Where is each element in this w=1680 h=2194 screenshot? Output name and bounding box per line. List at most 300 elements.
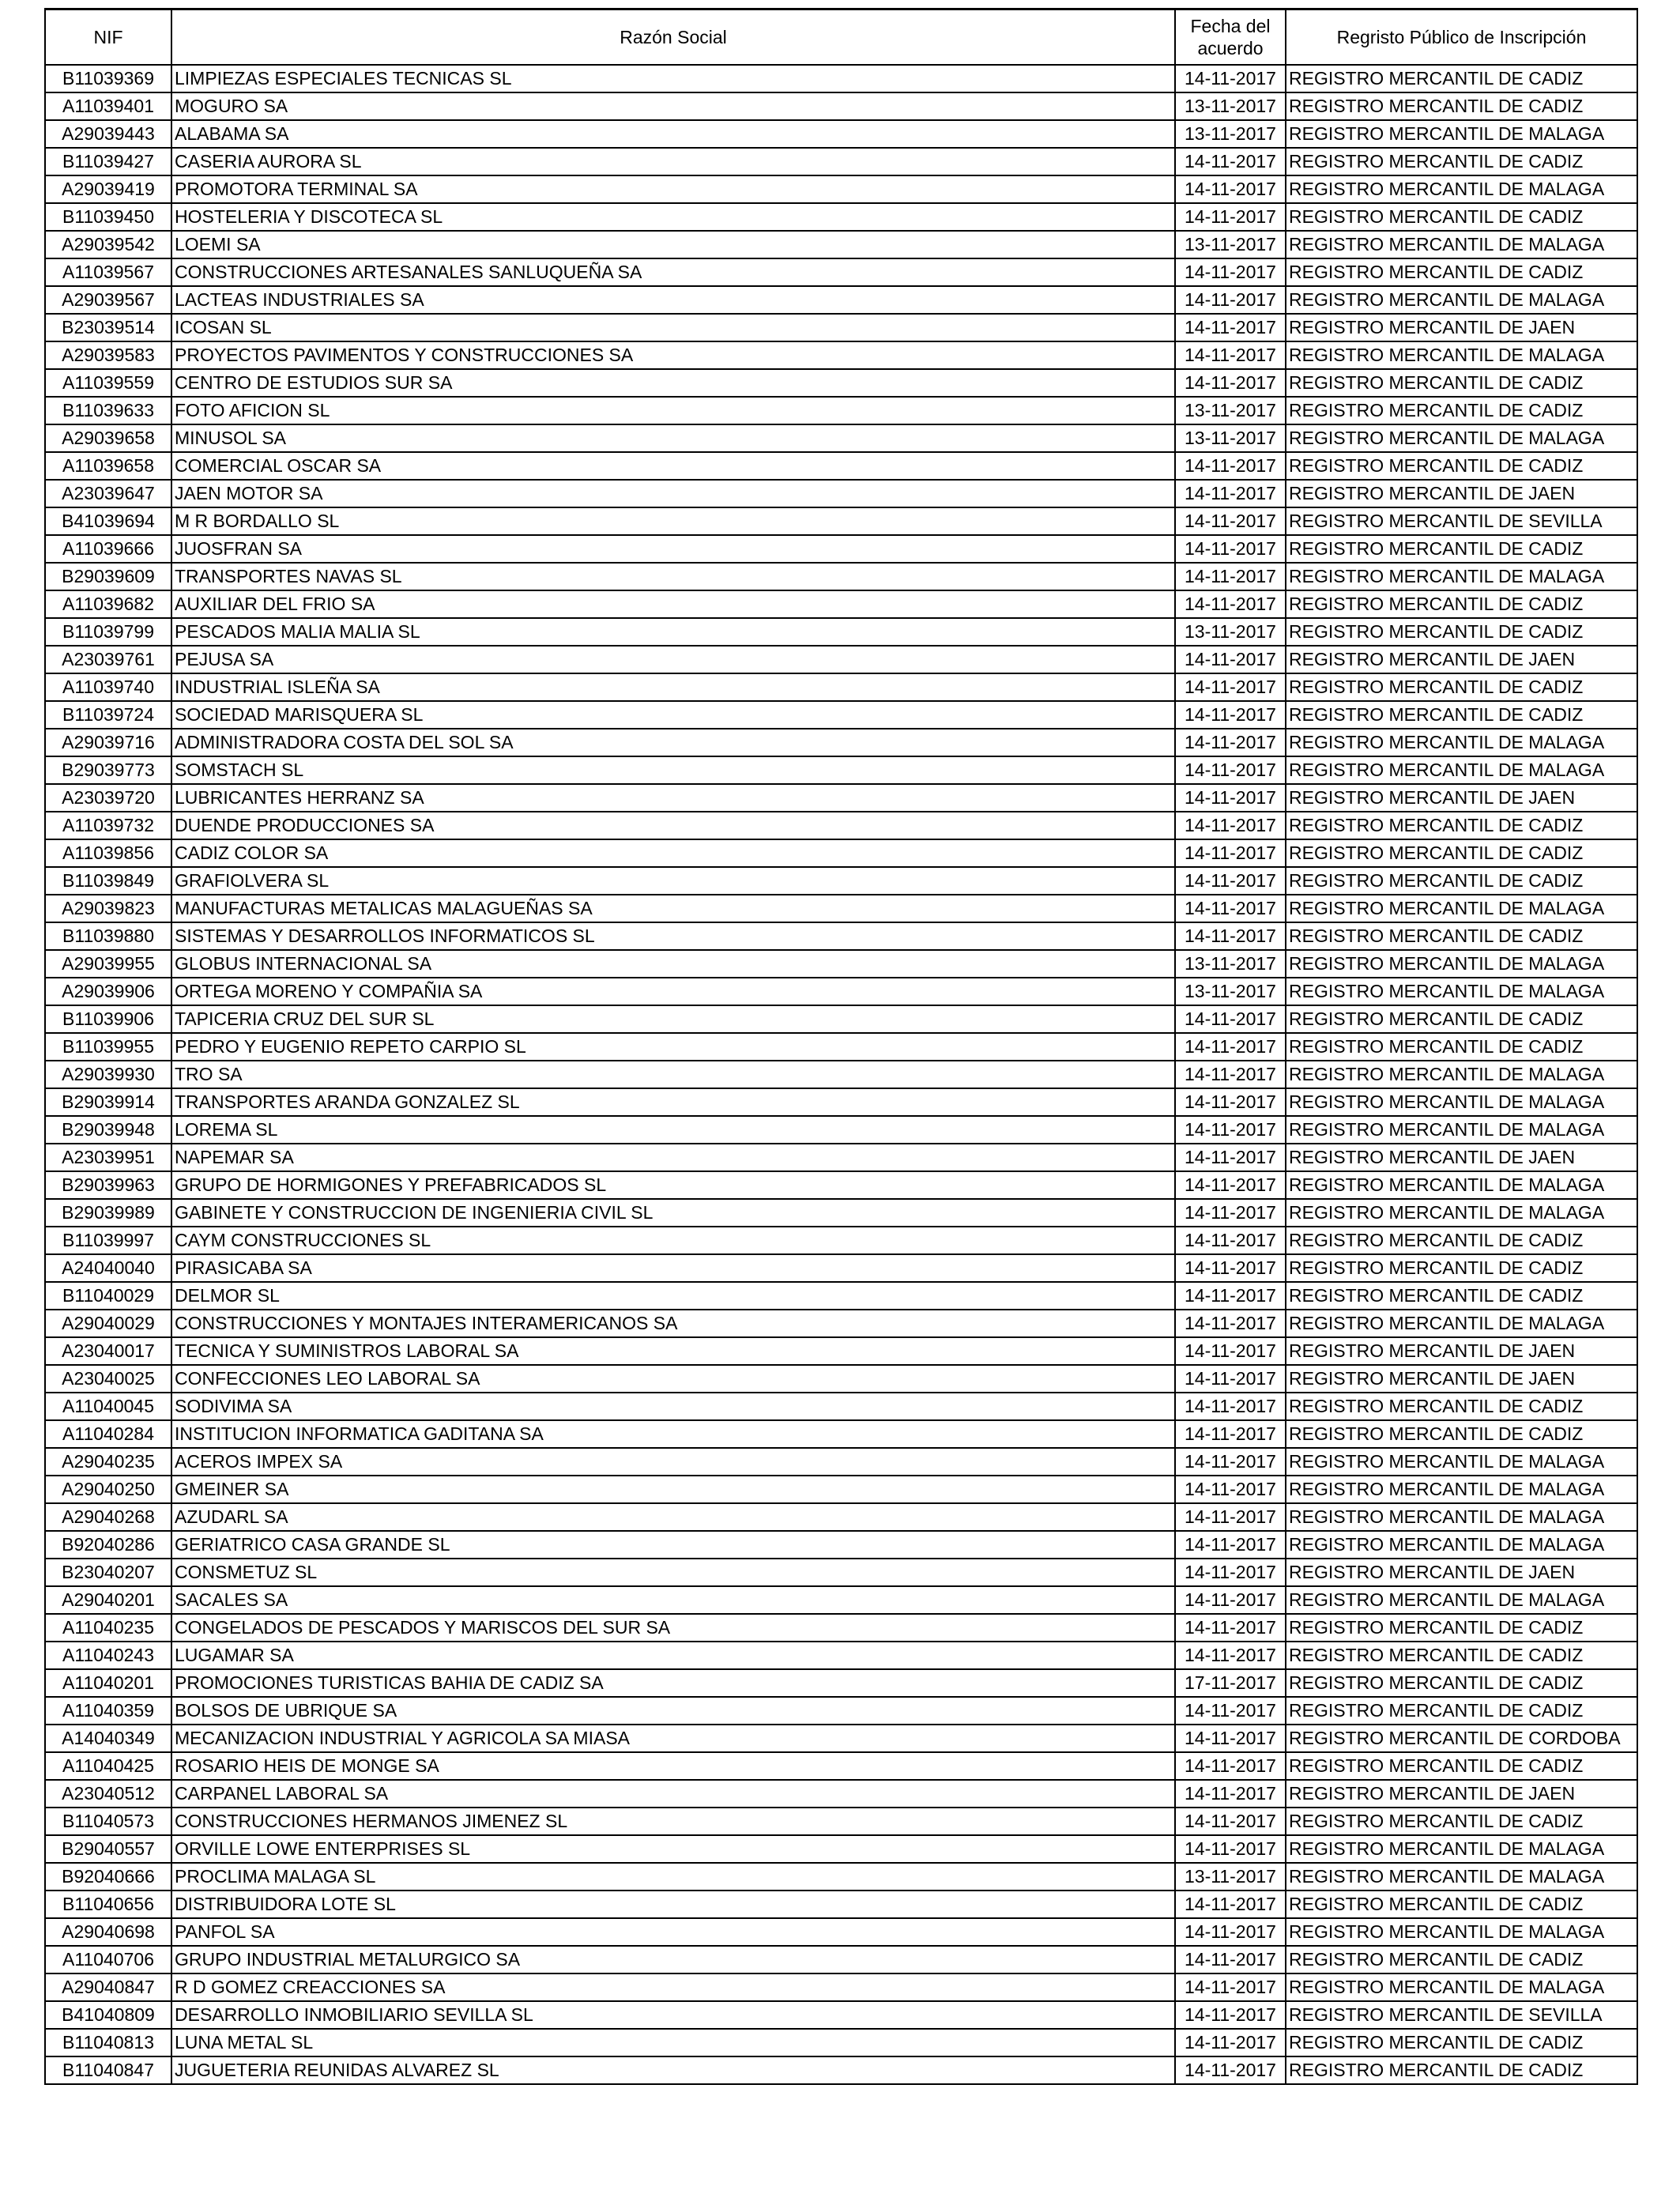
registro-cell: REGISTRO MERCANTIL DE CADIZ bbox=[1286, 673, 1637, 701]
fecha-cell: 13-11-2017 bbox=[1175, 978, 1286, 1005]
registro-cell: REGISTRO MERCANTIL DE CADIZ bbox=[1286, 1669, 1637, 1697]
fecha-cell: 14-11-2017 bbox=[1175, 452, 1286, 480]
razon-social-cell: GRUPO DE HORMIGONES Y PREFABRICADOS SL bbox=[171, 1171, 1175, 1199]
table-row bbox=[45, 2029, 1637, 2056]
razon-social-cell: DESARROLLO INMOBILIARIO SEVILLA SL bbox=[171, 2001, 1175, 2029]
table-row bbox=[45, 590, 1637, 618]
razon-social-cell: M R BORDALLO SL bbox=[171, 507, 1175, 535]
registro-cell: REGISTRO MERCANTIL DE MALAGA bbox=[1286, 1199, 1637, 1227]
registro-cell: REGISTRO MERCANTIL DE MALAGA bbox=[1286, 1586, 1637, 1614]
table-row bbox=[45, 1033, 1637, 1061]
table-row bbox=[45, 397, 1637, 424]
nif-cell: A23040025 bbox=[45, 1365, 171, 1393]
nif-cell: B29039989 bbox=[45, 1199, 171, 1227]
table-row bbox=[45, 65, 1637, 92]
razon-social-cell: PESCADOS MALIA MALIA SL bbox=[171, 618, 1175, 646]
registro-cell: REGISTRO MERCANTIL DE MALAGA bbox=[1286, 1116, 1637, 1144]
header-nif: NIF bbox=[45, 9, 171, 66]
registro-cell: REGISTRO MERCANTIL DE CADIZ bbox=[1286, 452, 1637, 480]
nif-cell: A29039419 bbox=[45, 175, 171, 203]
registro-cell: REGISTRO MERCANTIL DE CADIZ bbox=[1286, 701, 1637, 729]
registro-cell: REGISTRO MERCANTIL DE CADIZ bbox=[1286, 397, 1637, 424]
fecha-cell: 14-11-2017 bbox=[1175, 314, 1286, 341]
fecha-cell: 14-11-2017 bbox=[1175, 1088, 1286, 1116]
registro-cell: REGISTRO MERCANTIL DE CADIZ bbox=[1286, 148, 1637, 175]
razon-social-cell: TRO SA bbox=[171, 1061, 1175, 1088]
registro-cell: REGISTRO MERCANTIL DE MALAGA bbox=[1286, 1973, 1637, 2001]
razon-social-cell: LACTEAS INDUSTRIALES SA bbox=[171, 286, 1175, 314]
table-row bbox=[45, 1863, 1637, 1891]
table-row bbox=[45, 1199, 1637, 1227]
nif-cell: B11039997 bbox=[45, 1227, 171, 1254]
fecha-cell: 14-11-2017 bbox=[1175, 1476, 1286, 1503]
registro-cell: REGISTRO MERCANTIL DE MALAGA bbox=[1286, 424, 1637, 452]
fecha-cell: 14-11-2017 bbox=[1175, 1586, 1286, 1614]
table-row bbox=[45, 867, 1637, 895]
table-row bbox=[45, 369, 1637, 397]
razon-social-cell: PANFOL SA bbox=[171, 1918, 1175, 1946]
table-row bbox=[45, 618, 1637, 646]
nif-cell: A29040268 bbox=[45, 1503, 171, 1531]
nif-cell: B23040207 bbox=[45, 1559, 171, 1586]
registro-cell: REGISTRO MERCANTIL DE MALAGA bbox=[1286, 563, 1637, 590]
registro-cell: REGISTRO MERCANTIL DE CADIZ bbox=[1286, 2029, 1637, 2056]
fecha-cell: 17-11-2017 bbox=[1175, 1669, 1286, 1697]
razon-social-cell: GRUPO INDUSTRIAL METALURGICO SA bbox=[171, 1946, 1175, 1973]
razon-social-cell: INDUSTRIAL ISLEÑA SA bbox=[171, 673, 1175, 701]
table-row bbox=[45, 1531, 1637, 1559]
registro-cell: REGISTRO MERCANTIL DE JAEN bbox=[1286, 314, 1637, 341]
nif-cell: B29039963 bbox=[45, 1171, 171, 1199]
razon-social-cell: SOMSTACH SL bbox=[171, 756, 1175, 784]
nif-cell: B29039948 bbox=[45, 1116, 171, 1144]
nif-cell: A29039716 bbox=[45, 729, 171, 756]
table-row bbox=[45, 812, 1637, 839]
nif-cell: B41039694 bbox=[45, 507, 171, 535]
table-row bbox=[45, 1503, 1637, 1531]
fecha-cell: 14-11-2017 bbox=[1175, 1891, 1286, 1918]
razon-social-cell: SISTEMAS Y DESARROLLOS INFORMATICOS SL bbox=[171, 922, 1175, 950]
registro-cell: REGISTRO MERCANTIL DE CADIZ bbox=[1286, 1420, 1637, 1448]
fecha-cell: 13-11-2017 bbox=[1175, 92, 1286, 120]
nif-cell: B11039724 bbox=[45, 701, 171, 729]
fecha-cell: 13-11-2017 bbox=[1175, 424, 1286, 452]
registro-cell: REGISTRO MERCANTIL DE MALAGA bbox=[1286, 341, 1637, 369]
razon-social-cell: PIRASICABA SA bbox=[171, 1254, 1175, 1282]
table-row bbox=[45, 1614, 1637, 1642]
nif-cell: A11039567 bbox=[45, 258, 171, 286]
razon-social-cell: MOGURO SA bbox=[171, 92, 1175, 120]
nif-cell: A29039583 bbox=[45, 341, 171, 369]
table-row bbox=[45, 2001, 1637, 2029]
nif-cell: B11040813 bbox=[45, 2029, 171, 2056]
header-fecha-acuerdo: Fecha del acuerdo bbox=[1175, 9, 1286, 66]
razon-social-cell: DELMOR SL bbox=[171, 1282, 1175, 1310]
registro-cell: REGISTRO MERCANTIL DE CADIZ bbox=[1286, 1254, 1637, 1282]
registro-cell: REGISTRO MERCANTIL DE CADIZ bbox=[1286, 812, 1637, 839]
registro-cell: REGISTRO MERCANTIL DE CADIZ bbox=[1286, 1282, 1637, 1310]
nif-cell: A29039542 bbox=[45, 231, 171, 258]
nif-cell: A11040201 bbox=[45, 1669, 171, 1697]
razon-social-cell: MECANIZACION INDUSTRIAL Y AGRICOLA SA MIASA bbox=[171, 1725, 1175, 1752]
registro-cell: REGISTRO MERCANTIL DE CADIZ bbox=[1286, 618, 1637, 646]
registro-cell: REGISTRO MERCANTIL DE MALAGA bbox=[1286, 120, 1637, 148]
table-row bbox=[45, 314, 1637, 341]
nif-cell: A11039732 bbox=[45, 812, 171, 839]
nif-cell: B92040666 bbox=[45, 1863, 171, 1891]
fecha-cell: 14-11-2017 bbox=[1175, 1171, 1286, 1199]
table-row bbox=[45, 950, 1637, 978]
nif-cell: A29039930 bbox=[45, 1061, 171, 1088]
registro-cell: REGISTRO MERCANTIL DE CADIZ bbox=[1286, 1752, 1637, 1780]
table-row bbox=[45, 203, 1637, 231]
fecha-cell: 14-11-2017 bbox=[1175, 1005, 1286, 1033]
fecha-cell: 14-11-2017 bbox=[1175, 1227, 1286, 1254]
registro-cell: REGISTRO MERCANTIL DE CADIZ bbox=[1286, 839, 1637, 867]
nif-cell: B11039369 bbox=[45, 65, 171, 92]
fecha-cell: 14-11-2017 bbox=[1175, 1946, 1286, 1973]
registro-cell: REGISTRO MERCANTIL DE JAEN bbox=[1286, 1780, 1637, 1808]
razon-social-cell: FOTO AFICION SL bbox=[171, 397, 1175, 424]
company-register-table bbox=[44, 8, 1638, 2085]
razon-social-cell: CASERIA AURORA SL bbox=[171, 148, 1175, 175]
nif-cell: A11040706 bbox=[45, 1946, 171, 1973]
registro-cell: REGISTRO MERCANTIL DE MALAGA bbox=[1286, 1310, 1637, 1337]
table-row bbox=[45, 1420, 1637, 1448]
fecha-cell: 14-11-2017 bbox=[1175, 1697, 1286, 1725]
fecha-cell: 14-11-2017 bbox=[1175, 673, 1286, 701]
nif-cell: B41040809 bbox=[45, 2001, 171, 2029]
registro-cell: REGISTRO MERCANTIL DE CADIZ bbox=[1286, 1946, 1637, 1973]
fecha-cell: 14-11-2017 bbox=[1175, 729, 1286, 756]
razon-social-cell: GMEINER SA bbox=[171, 1476, 1175, 1503]
table-row bbox=[45, 1697, 1637, 1725]
razon-social-cell: JUOSFRAN SA bbox=[171, 535, 1175, 563]
fecha-cell: 14-11-2017 bbox=[1175, 535, 1286, 563]
registro-cell: REGISTRO MERCANTIL DE CADIZ bbox=[1286, 2056, 1637, 2084]
fecha-cell: 14-11-2017 bbox=[1175, 65, 1286, 92]
table-row bbox=[45, 1254, 1637, 1282]
registro-cell: REGISTRO MERCANTIL DE MALAGA bbox=[1286, 175, 1637, 203]
razon-social-cell: CAYM CONSTRUCCIONES SL bbox=[171, 1227, 1175, 1254]
registro-cell: REGISTRO MERCANTIL DE JAEN bbox=[1286, 784, 1637, 812]
table-row bbox=[45, 1808, 1637, 1835]
razon-social-cell: CONSMETUZ SL bbox=[171, 1559, 1175, 1586]
nif-cell: A11039666 bbox=[45, 535, 171, 563]
razon-social-cell: CENTRO DE ESTUDIOS SUR SA bbox=[171, 369, 1175, 397]
nif-cell: B92040286 bbox=[45, 1531, 171, 1559]
table-row bbox=[45, 701, 1637, 729]
razon-social-cell: ALABAMA SA bbox=[171, 120, 1175, 148]
nif-cell: A11040359 bbox=[45, 1697, 171, 1725]
fecha-cell: 14-11-2017 bbox=[1175, 1310, 1286, 1337]
fecha-cell: 14-11-2017 bbox=[1175, 590, 1286, 618]
nif-cell: B11039880 bbox=[45, 922, 171, 950]
nif-cell: A14040349 bbox=[45, 1725, 171, 1752]
table-row bbox=[45, 1918, 1637, 1946]
nif-cell: B11039633 bbox=[45, 397, 171, 424]
fecha-cell: 14-11-2017 bbox=[1175, 1918, 1286, 1946]
table-row bbox=[45, 452, 1637, 480]
nif-cell: A29039906 bbox=[45, 978, 171, 1005]
nif-cell: A29039658 bbox=[45, 424, 171, 452]
nif-cell: A29040698 bbox=[45, 1918, 171, 1946]
table-row bbox=[45, 92, 1637, 120]
nif-cell: B11040656 bbox=[45, 1891, 171, 1918]
fecha-cell: 14-11-2017 bbox=[1175, 1614, 1286, 1642]
registro-cell: REGISTRO MERCANTIL DE CADIZ bbox=[1286, 1642, 1637, 1669]
razon-social-cell: PEDRO Y EUGENIO REPETO CARPIO SL bbox=[171, 1033, 1175, 1061]
registro-cell: REGISTRO MERCANTIL DE JAEN bbox=[1286, 1365, 1637, 1393]
nif-cell: B29039914 bbox=[45, 1088, 171, 1116]
fecha-cell: 14-11-2017 bbox=[1175, 1973, 1286, 2001]
razon-social-cell: GLOBUS INTERNACIONAL SA bbox=[171, 950, 1175, 978]
registro-cell: REGISTRO MERCANTIL DE MALAGA bbox=[1286, 1448, 1637, 1476]
registro-cell: REGISTRO MERCANTIL DE CADIZ bbox=[1286, 867, 1637, 895]
table-row bbox=[45, 978, 1637, 1005]
razon-social-cell: NAPEMAR SA bbox=[171, 1144, 1175, 1171]
registro-cell: REGISTRO MERCANTIL DE JAEN bbox=[1286, 646, 1637, 673]
razon-social-cell: HOSTELERIA Y DISCOTECA SL bbox=[171, 203, 1175, 231]
fecha-cell: 14-11-2017 bbox=[1175, 1061, 1286, 1088]
table-row bbox=[45, 424, 1637, 452]
fecha-cell: 14-11-2017 bbox=[1175, 1420, 1286, 1448]
razon-social-cell: MINUSOL SA bbox=[171, 424, 1175, 452]
fecha-cell: 14-11-2017 bbox=[1175, 258, 1286, 286]
nif-cell: A11040235 bbox=[45, 1614, 171, 1642]
registro-cell: REGISTRO MERCANTIL DE CADIZ bbox=[1286, 1227, 1637, 1254]
razon-social-cell: ADMINISTRADORA COSTA DEL SOL SA bbox=[171, 729, 1175, 756]
razon-social-cell: CONSTRUCCIONES ARTESANALES SANLUQUEÑA SA bbox=[171, 258, 1175, 286]
table-body bbox=[45, 65, 1637, 2084]
fecha-cell: 14-11-2017 bbox=[1175, 1642, 1286, 1669]
fecha-cell: 14-11-2017 bbox=[1175, 1725, 1286, 1752]
fecha-cell: 14-11-2017 bbox=[1175, 507, 1286, 535]
nif-cell: B11039799 bbox=[45, 618, 171, 646]
fecha-cell: 13-11-2017 bbox=[1175, 120, 1286, 148]
razon-social-cell: PROMOTORA TERMINAL SA bbox=[171, 175, 1175, 203]
table-row bbox=[45, 1669, 1637, 1697]
registro-cell: REGISTRO MERCANTIL DE MALAGA bbox=[1286, 1061, 1637, 1088]
razon-social-cell: CONSTRUCCIONES Y MONTAJES INTERAMERICANOS SA bbox=[171, 1310, 1175, 1337]
nif-cell: A23039761 bbox=[45, 646, 171, 673]
fecha-cell: 14-11-2017 bbox=[1175, 922, 1286, 950]
header-razon-social: Razón Social bbox=[171, 9, 1175, 66]
table-row bbox=[45, 895, 1637, 922]
fecha-cell: 14-11-2017 bbox=[1175, 1282, 1286, 1310]
registro-cell: REGISTRO MERCANTIL DE MALAGA bbox=[1286, 950, 1637, 978]
nif-cell: A11040045 bbox=[45, 1393, 171, 1420]
fecha-cell: 14-11-2017 bbox=[1175, 646, 1286, 673]
registro-cell: REGISTRO MERCANTIL DE CADIZ bbox=[1286, 369, 1637, 397]
fecha-cell: 13-11-2017 bbox=[1175, 1863, 1286, 1891]
registro-cell: REGISTRO MERCANTIL DE MALAGA bbox=[1286, 895, 1637, 922]
razon-social-cell: LOEMI SA bbox=[171, 231, 1175, 258]
razon-social-cell: LUBRICANTES HERRANZ SA bbox=[171, 784, 1175, 812]
registro-cell: REGISTRO MERCANTIL DE CADIZ bbox=[1286, 1614, 1637, 1642]
registro-cell: REGISTRO MERCANTIL DE MALAGA bbox=[1286, 1171, 1637, 1199]
fecha-cell: 14-11-2017 bbox=[1175, 1116, 1286, 1144]
table-row bbox=[45, 231, 1637, 258]
nif-cell: A23040512 bbox=[45, 1780, 171, 1808]
registro-cell: REGISTRO MERCANTIL DE SEVILLA bbox=[1286, 2001, 1637, 2029]
table-row bbox=[45, 839, 1637, 867]
nif-cell: A11039658 bbox=[45, 452, 171, 480]
registro-cell: REGISTRO MERCANTIL DE CADIZ bbox=[1286, 1697, 1637, 1725]
nif-cell: A29040201 bbox=[45, 1586, 171, 1614]
nif-cell: A29039443 bbox=[45, 120, 171, 148]
fecha-cell: 14-11-2017 bbox=[1175, 1503, 1286, 1531]
table-row bbox=[45, 1088, 1637, 1116]
fecha-cell: 14-11-2017 bbox=[1175, 1808, 1286, 1835]
registro-cell: REGISTRO MERCANTIL DE CADIZ bbox=[1286, 92, 1637, 120]
razon-social-cell: LUNA METAL SL bbox=[171, 2029, 1175, 2056]
razon-social-cell: CONSTRUCCIONES HERMANOS JIMENEZ SL bbox=[171, 1808, 1175, 1835]
registro-cell: REGISTRO MERCANTIL DE MALAGA bbox=[1286, 756, 1637, 784]
razon-social-cell: DISTRIBUIDORA LOTE SL bbox=[171, 1891, 1175, 1918]
nif-cell: A11039401 bbox=[45, 92, 171, 120]
nif-cell: B11039955 bbox=[45, 1033, 171, 1061]
nif-cell: A23039647 bbox=[45, 480, 171, 507]
fecha-cell: 13-11-2017 bbox=[1175, 397, 1286, 424]
razon-social-cell: TRANSPORTES ARANDA GONZALEZ SL bbox=[171, 1088, 1175, 1116]
table-row bbox=[45, 1476, 1637, 1503]
razon-social-cell: DUENDE PRODUCCIONES SA bbox=[171, 812, 1175, 839]
razon-social-cell: GABINETE Y CONSTRUCCION DE INGENIERIA CIVIL SL bbox=[171, 1199, 1175, 1227]
table-row bbox=[45, 1144, 1637, 1171]
razon-social-cell: SOCIEDAD MARISQUERA SL bbox=[171, 701, 1175, 729]
nif-cell: A29040250 bbox=[45, 1476, 171, 1503]
razon-social-cell: PROMOCIONES TURISTICAS BAHIA DE CADIZ SA bbox=[171, 1669, 1175, 1697]
razon-social-cell: INSTITUCION INFORMATICA GADITANA SA bbox=[171, 1420, 1175, 1448]
fecha-cell: 14-11-2017 bbox=[1175, 480, 1286, 507]
razon-social-cell: GERIATRICO CASA GRANDE SL bbox=[171, 1531, 1175, 1559]
registro-cell: REGISTRO MERCANTIL DE CADIZ bbox=[1286, 258, 1637, 286]
table-row bbox=[45, 1310, 1637, 1337]
razon-social-cell: TRANSPORTES NAVAS SL bbox=[171, 563, 1175, 590]
razon-social-cell: TECNICA Y SUMINISTROS LABORAL SA bbox=[171, 1337, 1175, 1365]
table-row bbox=[45, 1061, 1637, 1088]
fecha-cell: 14-11-2017 bbox=[1175, 2056, 1286, 2084]
nif-cell: A29040235 bbox=[45, 1448, 171, 1476]
registro-cell: REGISTRO MERCANTIL DE MALAGA bbox=[1286, 729, 1637, 756]
table-row bbox=[45, 1337, 1637, 1365]
registro-cell: REGISTRO MERCANTIL DE JAEN bbox=[1286, 1337, 1637, 1365]
registro-cell: REGISTRO MERCANTIL DE SEVILLA bbox=[1286, 507, 1637, 535]
table-row bbox=[45, 1227, 1637, 1254]
registro-cell: REGISTRO MERCANTIL DE MALAGA bbox=[1286, 1835, 1637, 1863]
table-row bbox=[45, 922, 1637, 950]
fecha-cell: 14-11-2017 bbox=[1175, 1448, 1286, 1476]
nif-cell: B23039514 bbox=[45, 314, 171, 341]
fecha-cell: 13-11-2017 bbox=[1175, 950, 1286, 978]
razon-social-cell: PEJUSA SA bbox=[171, 646, 1175, 673]
razon-social-cell: LOREMA SL bbox=[171, 1116, 1175, 1144]
razon-social-cell: JAEN MOTOR SA bbox=[171, 480, 1175, 507]
fecha-cell: 14-11-2017 bbox=[1175, 784, 1286, 812]
registro-cell: REGISTRO MERCANTIL DE CADIZ bbox=[1286, 922, 1637, 950]
registro-cell: REGISTRO MERCANTIL DE CADIZ bbox=[1286, 203, 1637, 231]
table-row bbox=[45, 673, 1637, 701]
fecha-cell: 14-11-2017 bbox=[1175, 1254, 1286, 1282]
fecha-cell: 14-11-2017 bbox=[1175, 812, 1286, 839]
nif-cell: B11039906 bbox=[45, 1005, 171, 1033]
razon-social-cell: MANUFACTURAS METALICAS MALAGUEÑAS SA bbox=[171, 895, 1175, 922]
registro-cell: REGISTRO MERCANTIL DE JAEN bbox=[1286, 480, 1637, 507]
registro-cell: REGISTRO MERCANTIL DE CADIZ bbox=[1286, 65, 1637, 92]
fecha-cell: 14-11-2017 bbox=[1175, 839, 1286, 867]
table-row bbox=[45, 784, 1637, 812]
fecha-cell: 13-11-2017 bbox=[1175, 618, 1286, 646]
registro-cell: REGISTRO MERCANTIL DE MALAGA bbox=[1286, 1503, 1637, 1531]
registro-cell: REGISTRO MERCANTIL DE CADIZ bbox=[1286, 1033, 1637, 1061]
nif-cell: B29039609 bbox=[45, 563, 171, 590]
razon-social-cell: SODIVIMA SA bbox=[171, 1393, 1175, 1420]
table-row bbox=[45, 1282, 1637, 1310]
table-row bbox=[45, 1448, 1637, 1476]
table-row bbox=[45, 646, 1637, 673]
razon-social-cell: ORTEGA MORENO Y COMPAÑIA SA bbox=[171, 978, 1175, 1005]
razon-social-cell: CONFECCIONES LEO LABORAL SA bbox=[171, 1365, 1175, 1393]
nif-cell: A11040284 bbox=[45, 1420, 171, 1448]
fecha-cell: 14-11-2017 bbox=[1175, 1780, 1286, 1808]
registro-cell: REGISTRO MERCANTIL DE MALAGA bbox=[1286, 978, 1637, 1005]
razon-social-cell: ORVILLE LOWE ENTERPRISES SL bbox=[171, 1835, 1175, 1863]
table-row bbox=[45, 1780, 1637, 1808]
razon-social-cell: CADIZ COLOR SA bbox=[171, 839, 1175, 867]
razon-social-cell: SACALES SA bbox=[171, 1586, 1175, 1614]
razon-social-cell: CONGELADOS DE PESCADOS Y MARISCOS DEL SUR SA bbox=[171, 1614, 1175, 1642]
registro-cell: REGISTRO MERCANTIL DE CORDOBA bbox=[1286, 1725, 1637, 1752]
table-row bbox=[45, 1752, 1637, 1780]
fecha-cell: 14-11-2017 bbox=[1175, 1033, 1286, 1061]
fecha-cell: 14-11-2017 bbox=[1175, 2029, 1286, 2056]
table-row bbox=[45, 563, 1637, 590]
razon-social-cell: TAPICERIA CRUZ DEL SUR SL bbox=[171, 1005, 1175, 1033]
fecha-cell: 14-11-2017 bbox=[1175, 286, 1286, 314]
header-registro: Regristo Público de Inscripción bbox=[1286, 9, 1637, 66]
registro-cell: REGISTRO MERCANTIL DE CADIZ bbox=[1286, 535, 1637, 563]
registro-cell: REGISTRO MERCANTIL DE MALAGA bbox=[1286, 1863, 1637, 1891]
fecha-cell: 14-11-2017 bbox=[1175, 563, 1286, 590]
razon-social-cell: PROCLIMA MALAGA SL bbox=[171, 1863, 1175, 1891]
nif-cell: B11040029 bbox=[45, 1282, 171, 1310]
fecha-cell: 14-11-2017 bbox=[1175, 1531, 1286, 1559]
table-row bbox=[45, 148, 1637, 175]
nif-cell: A29039823 bbox=[45, 895, 171, 922]
nif-cell: A23039951 bbox=[45, 1144, 171, 1171]
fecha-cell: 14-11-2017 bbox=[1175, 1752, 1286, 1780]
fecha-cell: 14-11-2017 bbox=[1175, 1337, 1286, 1365]
fecha-cell: 14-11-2017 bbox=[1175, 867, 1286, 895]
table-row bbox=[45, 1642, 1637, 1669]
fecha-cell: 14-11-2017 bbox=[1175, 1199, 1286, 1227]
table-row bbox=[45, 286, 1637, 314]
registro-cell: REGISTRO MERCANTIL DE MALAGA bbox=[1286, 1088, 1637, 1116]
nif-cell: A11039740 bbox=[45, 673, 171, 701]
table-row bbox=[45, 1559, 1637, 1586]
fecha-cell: 14-11-2017 bbox=[1175, 895, 1286, 922]
nif-cell: A23039720 bbox=[45, 784, 171, 812]
nif-cell: A11040425 bbox=[45, 1752, 171, 1780]
razon-social-cell: JUGUETERIA REUNIDAS ALVAREZ SL bbox=[171, 2056, 1175, 2084]
fecha-cell: 14-11-2017 bbox=[1175, 1559, 1286, 1586]
registro-cell: REGISTRO MERCANTIL DE CADIZ bbox=[1286, 590, 1637, 618]
razon-social-cell: AZUDARL SA bbox=[171, 1503, 1175, 1531]
nif-cell: A11040243 bbox=[45, 1642, 171, 1669]
table-row bbox=[45, 729, 1637, 756]
razon-social-cell: BOLSOS DE UBRIQUE SA bbox=[171, 1697, 1175, 1725]
